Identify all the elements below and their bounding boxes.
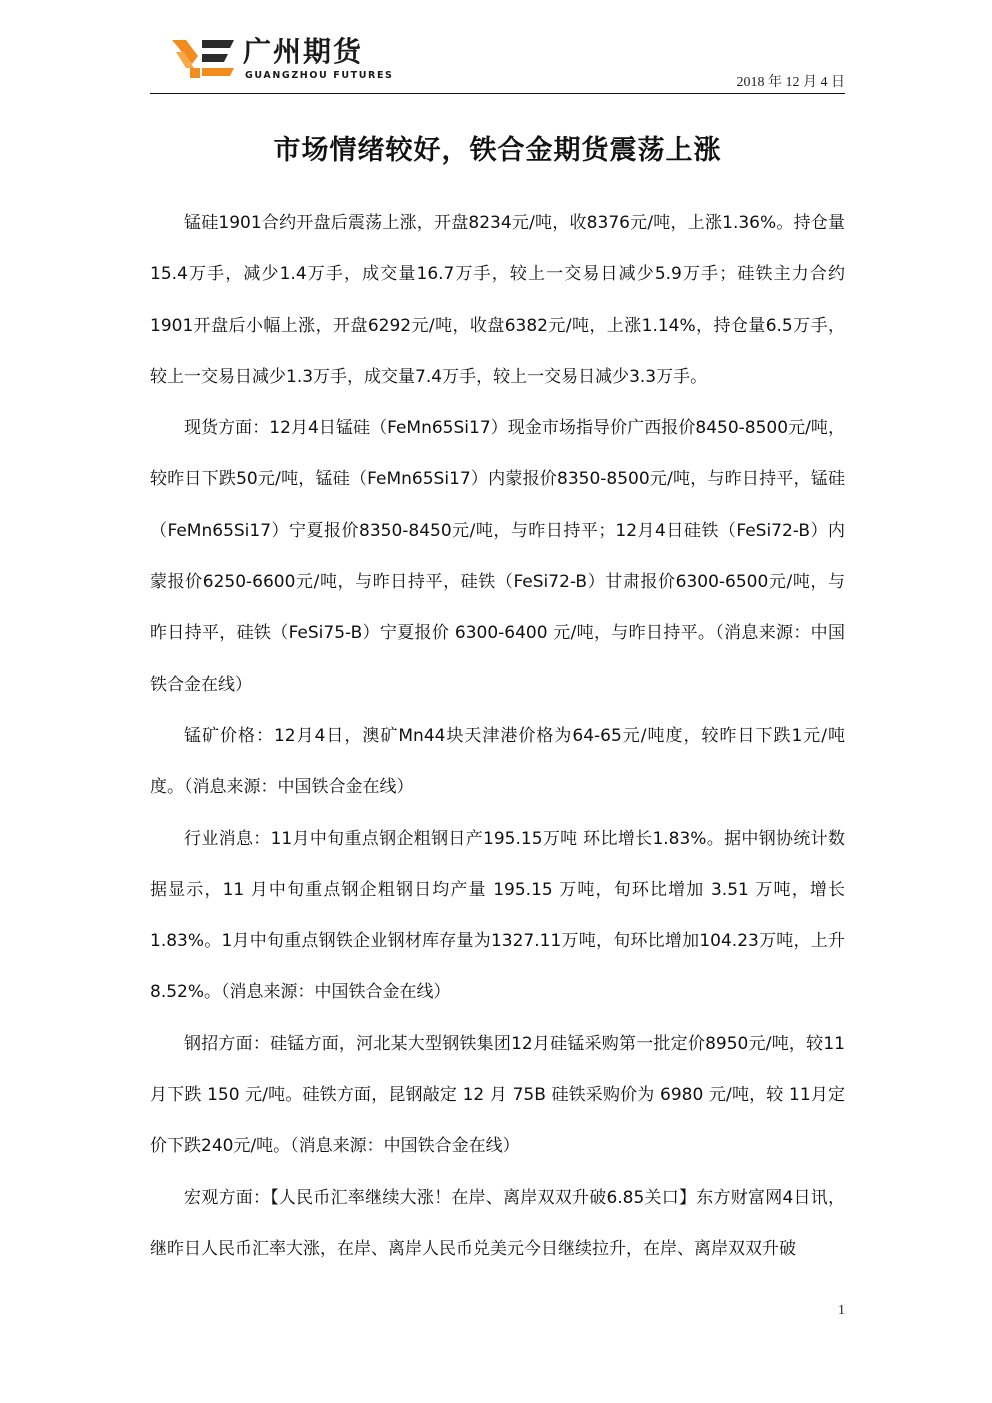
report-date: 2018 年 12 月 4 日 bbox=[736, 75, 845, 90]
paragraph-spot-market: 现货方面：12月4日锰硅（FeMn65Si17）现金市场指导价广西报价8450-8500元/吨，较昨日下跌50元/吨，锰硅（FeMn65Si17）内蒙报价8350-8500元/吨，与昨日持平，锰硅（FeMn65Si17）宁夏报价8350-8450元/吨，与昨日持平；12月4日硅铁（FeSi72-B）内蒙报价6250-6600元/吨，与昨日持平，硅铁（FeSi72-B）甘肃报价6300-6500元/吨，与昨日持平，硅铁（FeSi75-B）宁夏报价 6300-6400 元/吨，与昨日持平。（消息来源：中国铁合金在线） bbox=[150, 418, 845, 695]
logo-chinese-name: 广州期货 bbox=[243, 35, 364, 68]
page-header bbox=[150, 28, 845, 94]
paragraph-futures-summary: 锰硅1901合约开盘后震荡上涨，开盘8234元/吨，收8376元/吨，上涨1.36%。持仓量15.4万手，减少1.4万手，成交量16.7万手，较上一交易日减少5.9万手；硅铁主力合约1901开盘后小幅上涨，开盘6292元/吨，收盘6382元/吨，上涨1.14%，持仓量6.5万手，较上一交易日减少1.3万手，成交量7.4万手，较上一交易日减少3.3万手。 bbox=[150, 213, 845, 387]
article-body bbox=[150, 198, 845, 1275]
paragraph-macro: 宏观方面：【人民币汇率继续大涨！在岸、离岸双双升破6.85关口】东方财富网4日讯，继昨日人民币汇率大涨，在岸、离岸人民币兑美元今日继续拉升，在岸、离岸双双升破 bbox=[150, 1187, 845, 1259]
logo-english-name: GUANGZHOU FUTURES bbox=[245, 70, 394, 81]
paragraph-steel-tender: 钢招方面：硅锰方面，河北某大型钢铁集团12月硅锰采购第一批定价8950元/吨，较11 月下跌 150 元/吨。硅铁方面，昆钢敲定 12 月 75B 硅铁采购价为 6980 元/吨，较 11月定价下跌240元/吨。（消息来源：中国铁合金在线） bbox=[150, 1033, 845, 1157]
paragraph-manganese-ore: 锰矿价格：12月4日，澳矿Mn44块天津港价格为64-65元/吨度，较昨日下跌1元/吨度。（消息来源：中国铁合金在线） bbox=[150, 725, 845, 798]
article-title: 市场情绪较好，铁合金期货震荡上涨 bbox=[273, 135, 722, 166]
guangzhou-futures-logo-icon bbox=[172, 38, 234, 78]
page-number: 1 bbox=[838, 1303, 845, 1318]
header-divider bbox=[150, 93, 845, 94]
paragraph-industry-news: 行业消息：11月中旬重点钢企粗钢日产195.15万吨 环比增长1.83%。据中钢协统计数据显示，11 月中旬重点钢企粗钢日均产量 195.15 万吨，旬环比增加 3.51 万吨，增长1.83%。1月中旬重点钢铁企业钢材库存量为1327.11万吨，旬环比增加104.23万吨，上升8.52%。（消息来源：中国铁合金在线） bbox=[150, 828, 845, 1003]
